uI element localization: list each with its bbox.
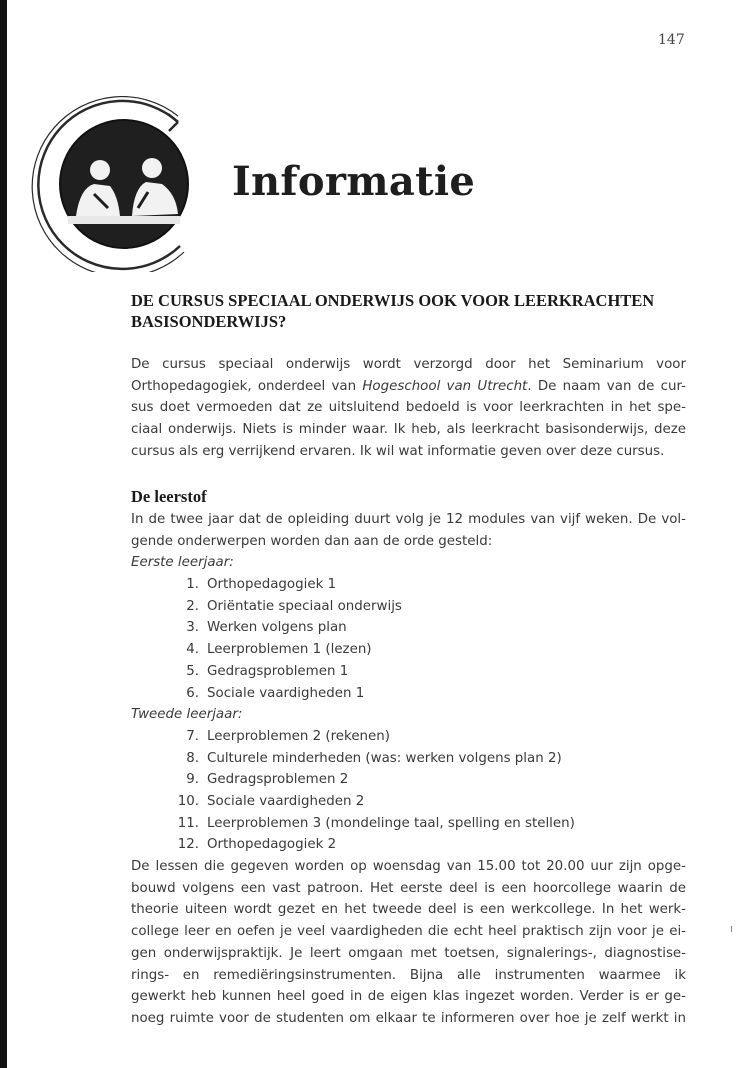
text-fragment: Orthopedagogiek, onderdeel van <box>131 378 357 394</box>
item-number: 3. <box>186 620 199 636</box>
item-text: Orthopedagogiek 1 <box>207 577 337 593</box>
item-text: Sociale vaardigheden 2 <box>207 794 365 809</box>
text-line: De lessen die gegeven worden op woensdag van 15.00 tot 20.00 uur zijn opge- <box>131 859 686 874</box>
conversation-logo-icon <box>28 96 198 272</box>
list-item <box>131 769 686 791</box>
item-text: Culturele minderheden (was: werken volgens plan 2) <box>207 750 562 766</box>
school-name: Hogeschool van Utrecht <box>362 378 528 394</box>
text-line: gen onderwijspraktijk. Je leert omgaan met toetsen, signalerings-, diagnostise- <box>131 945 686 961</box>
scan-mark <box>731 926 732 932</box>
item-number: 10. <box>177 794 199 809</box>
text-line <box>131 376 686 398</box>
section-subheading: De leerstof <box>131 487 207 506</box>
text-line: sus doet vermoeden dat ze uitsluitend bedoeld is voor leerkrachten in het spe- <box>131 400 686 416</box>
item-text: Sociale vaardigheden 1 <box>207 685 365 701</box>
list-item <box>131 596 686 618</box>
item-text: Werken volgens plan <box>207 620 347 636</box>
list-item <box>131 639 686 661</box>
page-title: Informatie <box>232 158 476 205</box>
item-number: 11. <box>177 815 199 831</box>
text-line: bouwd volgens een vast patroon. Het eerste deel is een hoorcollege waarin de <box>131 880 686 896</box>
list-item <box>131 574 686 596</box>
item-text: Gedragsproblemen 1 <box>207 663 349 679</box>
page-number: 147 <box>658 32 685 48</box>
item-text: Leerproblemen 2 (rekenen) <box>207 728 390 744</box>
list-item <box>131 726 686 748</box>
text-line: college leer en oefen je veel vaardigheden die echt heel praktisch zijn voor je ei- <box>131 924 686 940</box>
text-line: cursus als erg verrijkend ervaren. Ik wil wat informatie geven over deze cursus. <box>131 443 665 459</box>
leerstof-section <box>131 509 686 856</box>
page-edge-bar <box>0 0 7 1068</box>
list-item <box>131 617 686 639</box>
item-number: 6. <box>186 685 199 701</box>
heading-line: DE CURSUS SPECIAAL ONDERWIJS OOK VOOR LEERKRACHTEN <box>131 291 655 310</box>
text-fragment: . De naam van de cur- <box>527 378 686 394</box>
item-text: Gedragsproblemen 2 <box>207 772 349 788</box>
item-text: Leerproblemen 3 (mondelinge taal, spelling en stellen) <box>207 815 575 831</box>
list-item <box>131 813 686 835</box>
intro-paragraph <box>131 354 686 463</box>
item-number: 12. <box>177 837 199 853</box>
list-item <box>131 791 686 813</box>
text-line: gende onderwerpen worden dan aan de orde gesteld: <box>131 533 493 549</box>
item-text: Leerproblemen 1 (lezen) <box>207 642 372 658</box>
list-item <box>131 683 686 705</box>
item-number: 4. <box>186 642 199 658</box>
year1-label: Eerste leerjaar: <box>131 555 234 571</box>
item-number: 5. <box>186 663 199 679</box>
item-text: Oriëntatie speciaal onderwijs <box>207 598 402 614</box>
item-number: 1. <box>186 577 199 593</box>
text-line: rings- en remediëringsinstrumenten. Bijna alle instrumenten waarmee ik <box>131 967 686 983</box>
item-number: 8. <box>186 750 199 766</box>
text-line: De cursus speciaal onderwijs wordt verzorgd door het Seminarium voor <box>131 357 686 372</box>
year2-list <box>131 726 686 856</box>
year2-label: Tweede leerjaar: <box>131 707 243 723</box>
text-line: noeg ruimte voor de studenten om elkaar te informeren over hoe je zelf werkt in <box>131 1010 686 1026</box>
item-number: 2. <box>186 598 199 614</box>
text-line: gewerkt heb kunnen heel goed in de eigen klas ingezet worden. Verder is er ge- <box>131 989 686 1005</box>
year1-list <box>131 574 686 704</box>
text-line: theorie uiteen wordt gezet en het tweede deel is een werkcollege. In het werk- <box>131 902 686 918</box>
item-number: 9. <box>186 772 199 788</box>
article-heading <box>131 290 701 332</box>
item-number: 7. <box>186 728 199 744</box>
text-line: In de twee jaar dat de opleiding duurt volg je 12 modules van vijf weken. De vol- <box>131 512 686 527</box>
list-item <box>131 748 686 770</box>
item-text: Orthopedagogiek 2 <box>207 837 337 853</box>
heading-line: BASISONDERWIJS? <box>131 312 287 331</box>
list-item <box>131 834 686 856</box>
lessons-paragraph <box>131 856 686 1030</box>
list-item <box>131 661 686 683</box>
text-line: ciaal onderwijs. Niets is minder waar. Ik heb, als leerkracht basisonderwijs, deze <box>131 422 686 438</box>
